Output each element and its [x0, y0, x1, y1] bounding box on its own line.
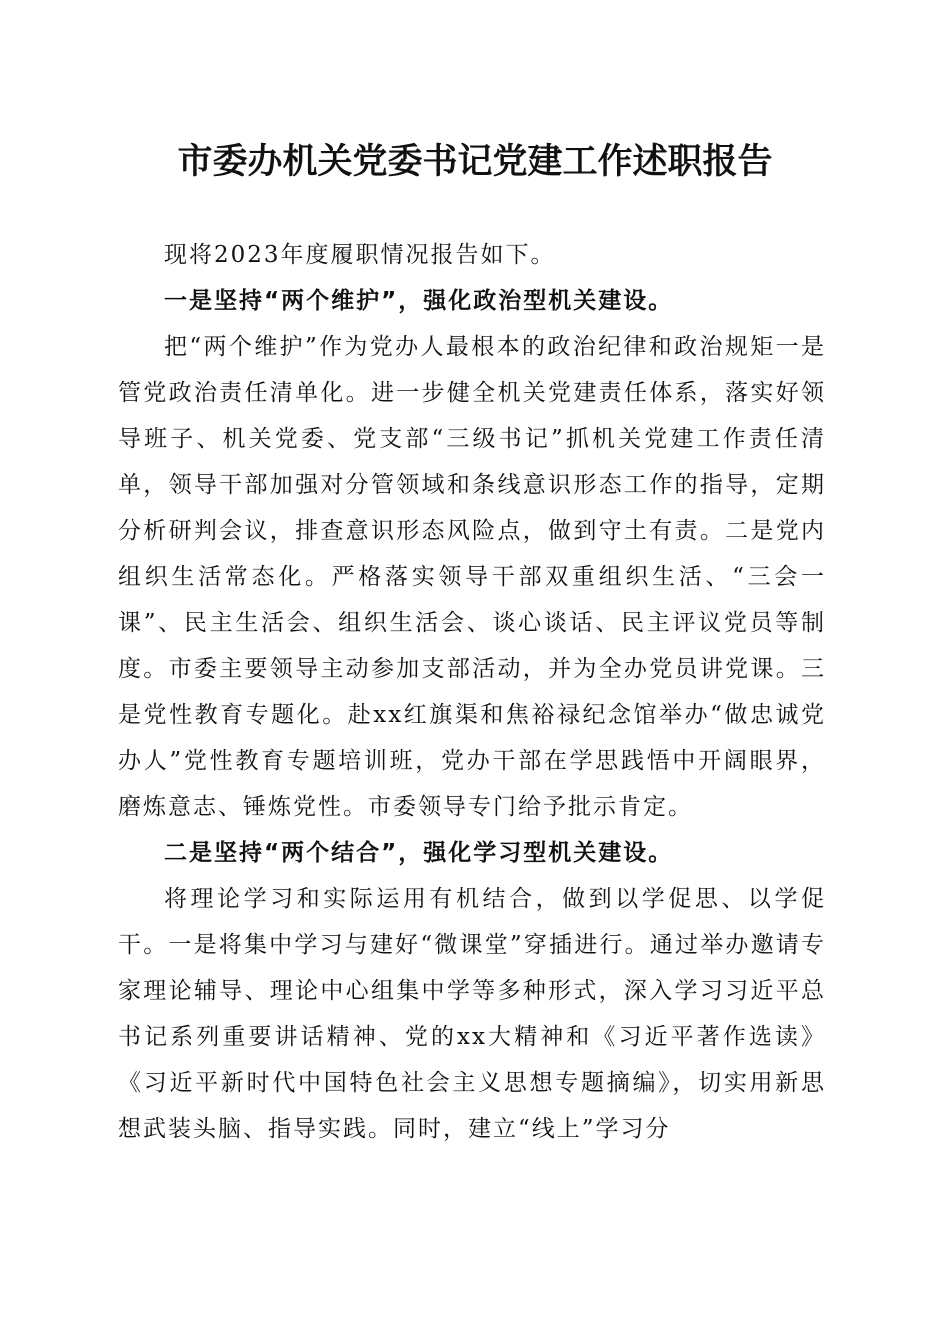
paragraph-intro: 现将2023年度履职情况报告如下。	[164, 242, 556, 268]
section-heading-learning: 二是坚持“两个结合”，强化学习型机关建设。	[164, 840, 674, 866]
paragraph-learning: 将理论学习和实际运用有机结合，做到以学促思、以学促干。一是将集中学习与建好“微课堂”穿插进行。通过举办邀请专家理论辅导、理论中心组集中学等多种形式，深入学习习近平总书记系列重要讲话精神、党的xx大精神和《习近平著作选读》《习近平新时代中国特色社会主义思想专题摘编》，切实用新思想武装头脑、指导实践。同时，建立“线上”学习分	[118, 886, 826, 1142]
document-body	[118, 232, 826, 1152]
section-heading-political: 一是坚持“两个维护”，强化政治型机关建设。	[164, 288, 674, 314]
document-title: 市委办机关党委书记党建工作述职报告	[177, 141, 773, 182]
paragraph-political: 把“两个维护”作为党办人最根本的政治纪律和政治规矩一是管党政治责任清单化。进一步健全机关党建责任体系，落实好领导班子、机关党委、党支部“三级书记”抓机关党建工作责任清单，领导干部加强对分管领域和条线意识形态工作的指导，定期分析研判会议，排查意识形态风险点，做到守土有责。二是党内组织生活常态化。严格落实领导干部双重组织生活、“三会一课”、民主生活会、组织生活会、谈心谈话、民主评议党员等制度。市委主要领导主动参加支部活动，并为全办党员讲党课。三是党性教育专题化。赴xx红旗渠和焦裕禄纪念馆举办“做忠诚党办人”党性教育专题培训班，党办干部在学思践悟中开阔眼界，磨炼意志、锤炼党性。市委领导专门给予批示肯定。	[118, 334, 826, 820]
